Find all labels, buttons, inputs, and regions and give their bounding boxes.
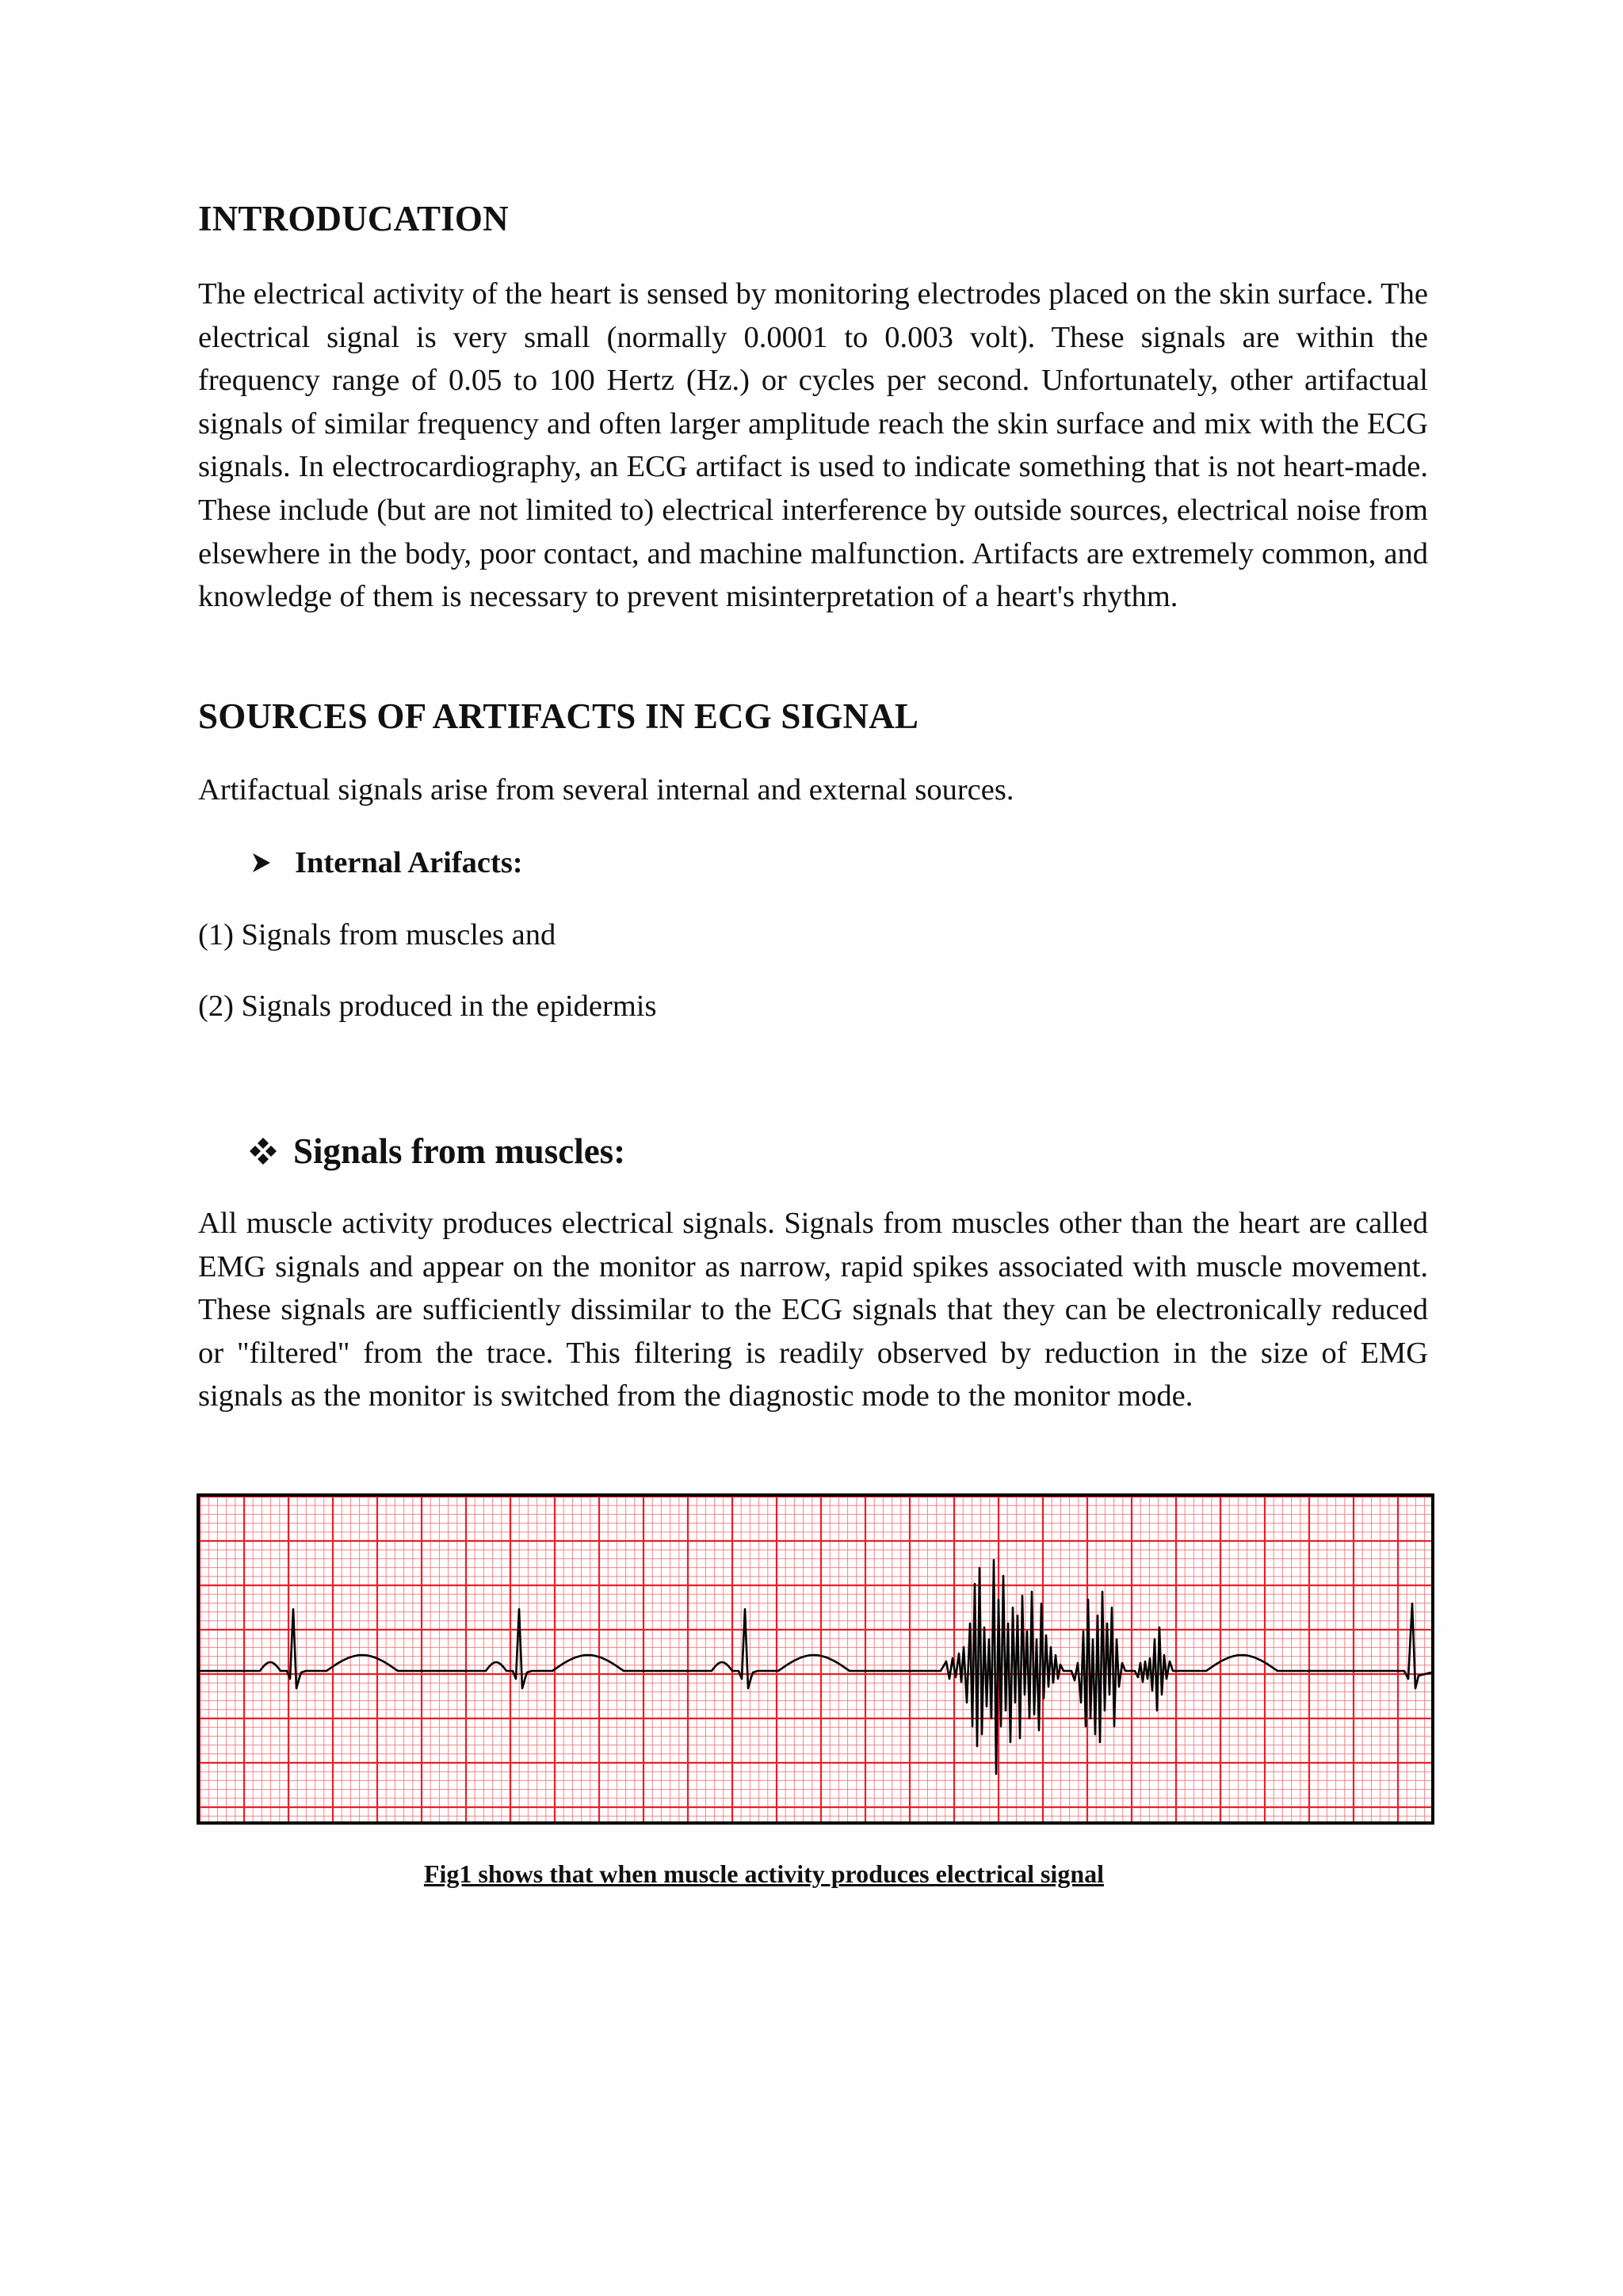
ecg-emg-figure: [197, 1493, 1434, 1825]
muscles-paragraph: All muscle activity produces electrical signals. Signals from muscles other than the heart are called EMG signals and appear on the monitor as narrow, rapid spikes associated with muscle movement. These signals are sufficiently dissimilar to the ECG signals that they can be electronically reduced or "filtered" from the trace. This filtering is readily observed by reduction in the size of EMG signals as the monitor is switched from the diagnostic mode to the monitor mode.: [198, 1207, 1428, 1413]
internal-item-1-wrap: [198, 913, 1428, 956]
ecg-strip: [200, 1497, 1431, 1821]
internal-item-1: (1) Signals from muscles and: [198, 918, 556, 952]
sources-intro-wrap: [198, 769, 1428, 811]
grid-major-lines: [200, 1497, 1431, 1821]
internal-item-2-wrap: [198, 985, 1428, 1028]
figure-caption: Fig1 shows that when muscle activity produces electrical signal: [423, 1859, 1104, 1888]
internal-artifacts-bullet: [252, 841, 523, 884]
four-diamond-bullet-icon: [249, 1137, 277, 1165]
internal-item-2: (2) Signals produced in the epidermis: [198, 990, 657, 1023]
muscles-heading-row: [249, 1127, 625, 1175]
sources-heading: SOURCES OF ARTIFACTS IN ECG SIGNAL: [198, 696, 919, 736]
muscles-body: [198, 1202, 1428, 1418]
intro-body: [198, 273, 1428, 619]
intro-heading: INTRODUCATION: [198, 199, 509, 238]
ecg-trace: [200, 1560, 1431, 1774]
arrowhead-bullet-icon: [252, 852, 271, 873]
internal-artifacts-label: Internal Arifacts:: [295, 846, 523, 879]
intro-paragraph: The electrical activity of the heart is sensed by monitoring electrodes placed on the skin surface. The electrical signal is very small (normally 0.0001 to 0.003 volt). These signals are within the frequency range of 0.05 to 100 Hertz (Hz.) or cycles per second. Unfortunately, other artifactual signals of similar frequency and often larger amplitude reach the skin surface and mix with the ECG signals. In electrocardiography, an ECG artifact is used to indicate something that is not heart-made. These include (but are not limited to) electrical interference by outside sources, electrical noise from elsewhere in the body, poor contact, and machine malfunction. Artifacts are extremely common, and knowledge of them is necessary to prevent misinterpretation of a heart's rhythm.: [198, 277, 1428, 614]
sources-section: [198, 694, 1428, 738]
sources-intro: Artifactual signals arise from several internal and external sources.: [198, 773, 1014, 807]
intro-section: [198, 196, 1428, 241]
grid-minor-lines: [200, 1497, 1431, 1821]
muscles-heading: Signals from muscles:: [293, 1131, 626, 1171]
